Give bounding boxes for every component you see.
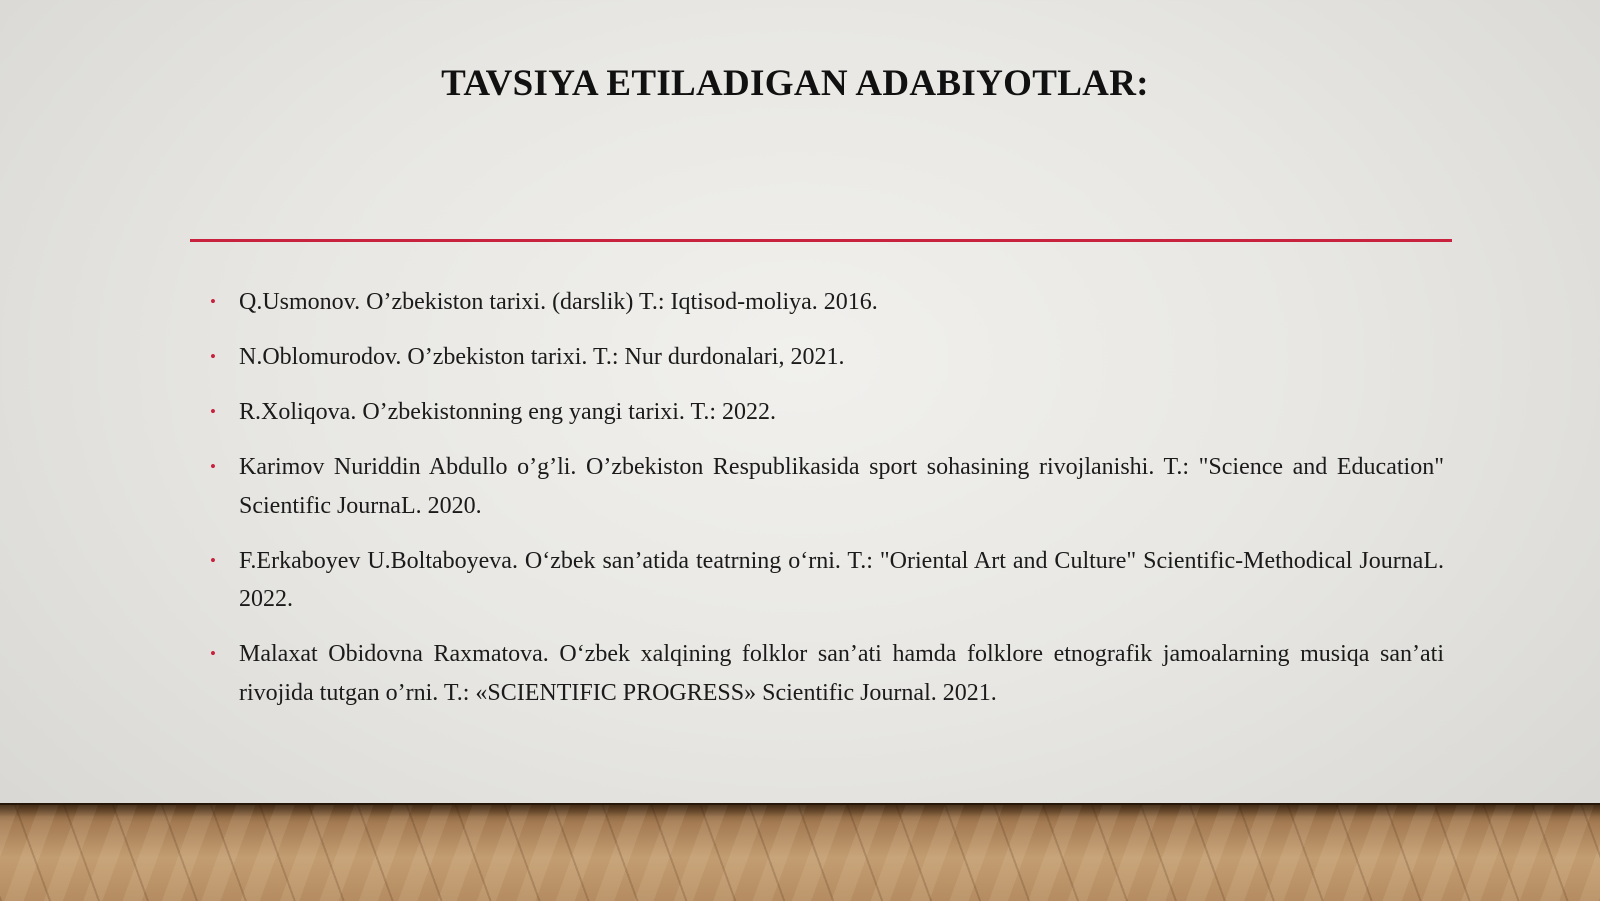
floor-shadow xyxy=(0,803,1600,817)
reference-item xyxy=(208,393,1444,432)
bullet-icon: • xyxy=(210,457,216,476)
bullet-icon: • xyxy=(210,347,216,366)
reference-text: Karimov Nuriddin Abdullo o’g’li. O’zbekiston Respublikasida sport sohasining rivojlanishi. T.: "Science and Education" Scientific JournaL. 2020. xyxy=(239,454,1444,519)
reference-item xyxy=(208,338,1444,377)
slide-title: TAVSIYA ETILADIGAN ADABIYOTLAR: xyxy=(441,63,1149,104)
wood-floor-decoration xyxy=(0,803,1600,901)
reference-item xyxy=(208,448,1444,525)
reference-text: Malaxat Obidovna Raxmatova. O‘zbek xalqining folklor san’ati hamda folklore etnografik jamoalarning musiqa san’ati rivojida tutgan o’rni. T.: «SCIENTIFIC PROGRESS» Scientific Journal. 2021. xyxy=(239,641,1444,706)
bullet-icon: • xyxy=(210,550,216,570)
reference-list xyxy=(208,283,1444,729)
bullet-icon: • xyxy=(210,402,216,421)
reference-item xyxy=(208,283,1444,322)
bullet-icon: • xyxy=(210,292,216,311)
reference-item xyxy=(208,635,1444,712)
reference-text: R.Xoliqova. O’zbekistonning eng yangi tarixi. T.: 2022. xyxy=(239,399,777,425)
title-divider xyxy=(190,239,1452,242)
reference-item xyxy=(208,542,1444,619)
reference-text: N.Oblomurodov. O’zbekiston tarixi. T.: Nur durdonalari, 2021. xyxy=(239,344,845,370)
bullet-icon: • xyxy=(210,644,216,663)
reference-text: F.Erkaboyev U.Boltaboyeva. O‘zbek san’atida teatrning o‘rni. T.: "Oriental Art and Culture" Scientific-Methodical JournaL. 2022. xyxy=(239,547,1444,612)
reference-text: Q.Usmonov. O’zbekiston tarixi. (darslik) T.: Iqtisod-moliya. 2016. xyxy=(239,289,878,315)
